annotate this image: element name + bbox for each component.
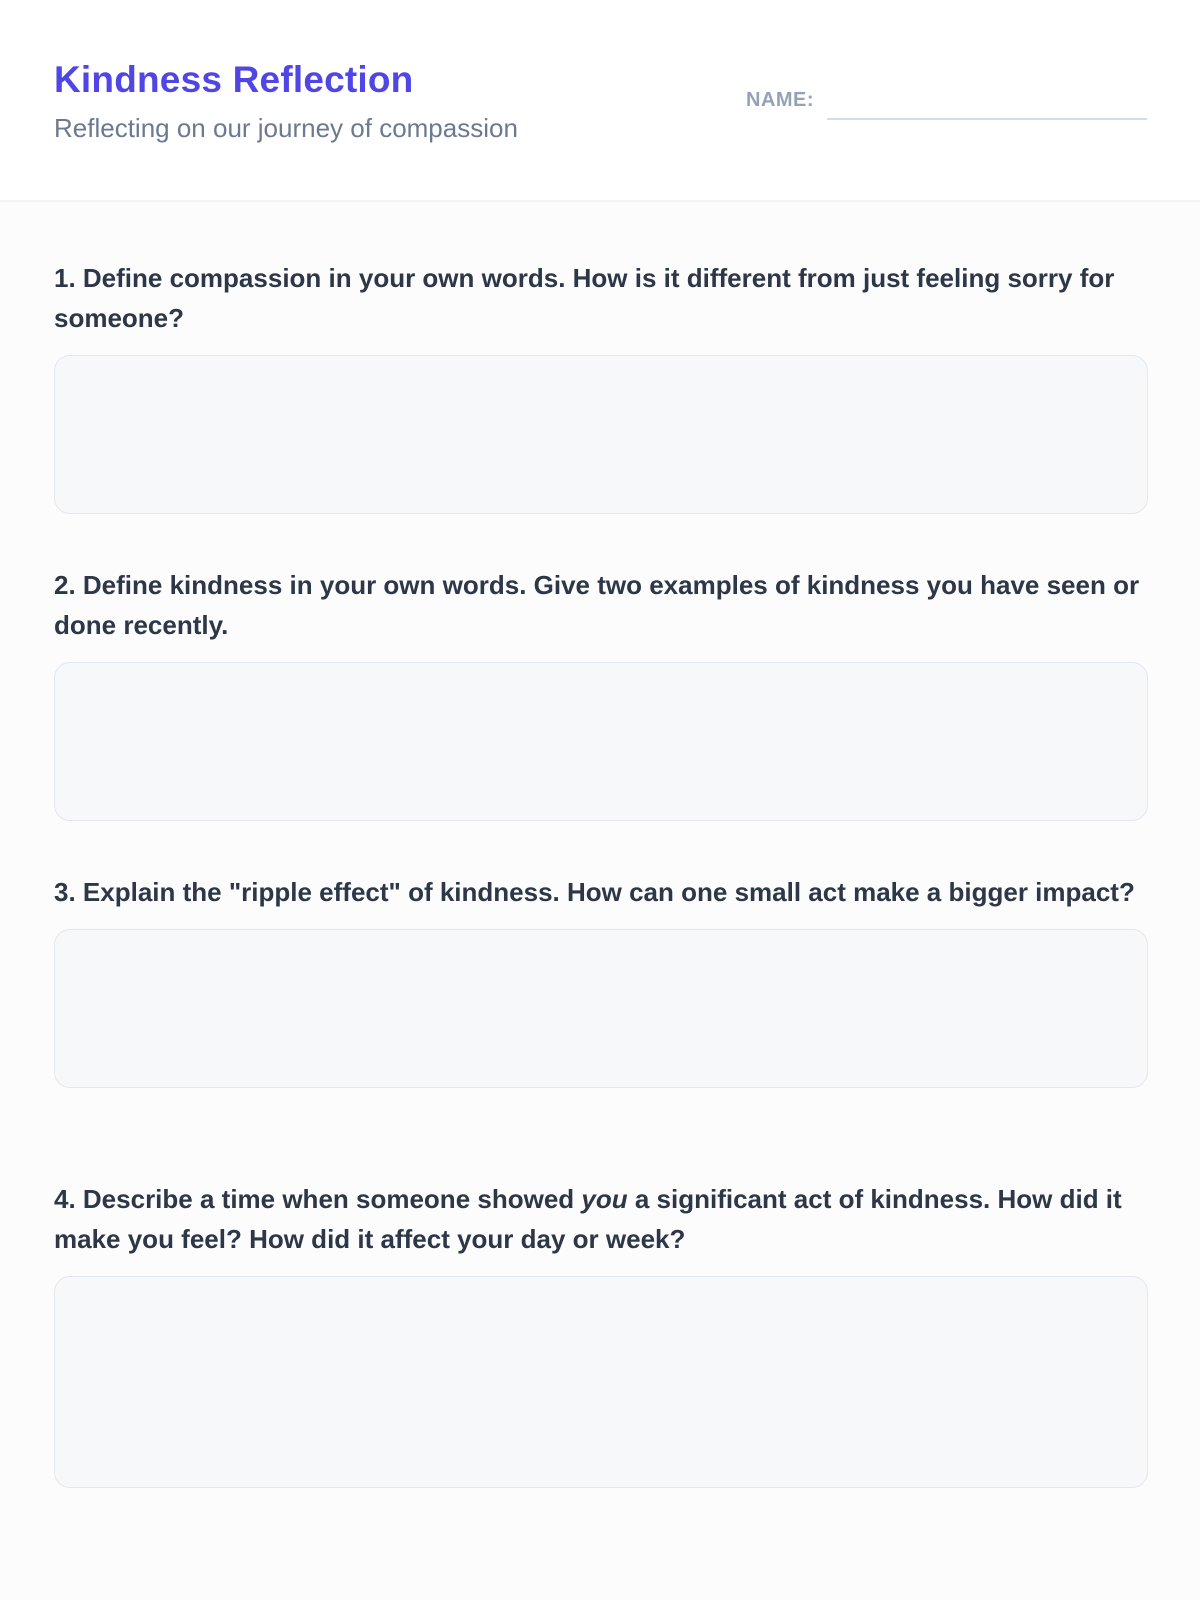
question-block-4 bbox=[54, 1179, 1148, 1488]
name-input[interactable] bbox=[827, 84, 1147, 120]
question-text-2: 2. Define kindness in your own words. Give two examples of kindness you have seen or done recently. bbox=[54, 570, 1140, 640]
question-text-4-start: 4. Describe a time when someone showed bbox=[54, 1184, 582, 1214]
question-text-4-end: a significant act of kindness. How did it make you feel? How did it affect your day or week? bbox=[54, 1184, 1122, 1254]
answer-box-4[interactable] bbox=[54, 1276, 1148, 1488]
page-title: Kindness Reflection bbox=[54, 59, 414, 100]
question-text-3: 3. Explain the "ripple effect" of kindness. How can one small act make a bigger impact? bbox=[54, 877, 1135, 907]
question-block-2 bbox=[54, 565, 1148, 821]
question-block-1 bbox=[54, 258, 1148, 514]
question-block-3 bbox=[54, 872, 1148, 1088]
answer-box-3[interactable] bbox=[54, 929, 1148, 1088]
answer-box-2[interactable] bbox=[54, 662, 1148, 821]
question-text-4-emphasis: you bbox=[581, 1184, 628, 1214]
worksheet-header bbox=[0, 0, 1200, 202]
answer-box-1[interactable] bbox=[54, 355, 1148, 514]
question-text-4 bbox=[54, 1179, 1148, 1259]
name-label: NAME: bbox=[746, 89, 815, 111]
question-text-1: 1. Define compassion in your own words. How is it different from just feeling sorry for someone? bbox=[54, 263, 1115, 333]
page-subtitle: Reflecting on our journey of compassion bbox=[54, 113, 518, 143]
